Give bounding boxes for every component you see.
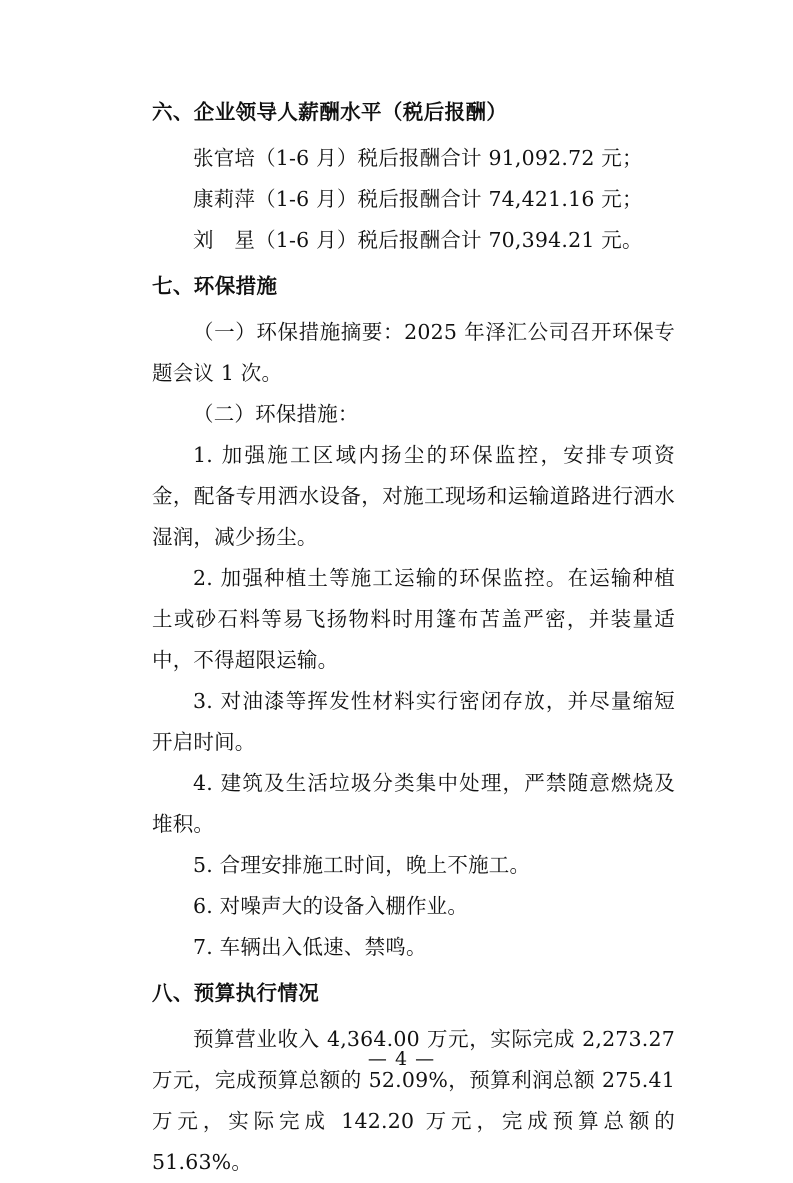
paragraph-env-measures-label: （二）环保措施： xyxy=(193,402,359,426)
page-footer xyxy=(0,1048,793,1070)
paragraph-env-item-5: 5. 合理安排施工时间，晚上不施工。 xyxy=(193,853,531,877)
section-heading-eight: 八、预算执行情况 xyxy=(152,981,320,1005)
paragraph-env-item-2: 2. 加强种植土等施工运输的环保监控。在运输种植土或砂石料等易飞扬物料时用篷布苫盖严密，并装量适中，不得超限运输。 xyxy=(152,566,675,672)
section-heading-seven: 七、环保措施 xyxy=(152,274,278,298)
paragraph-env-summary: （一）环保措施摘要：2025 年泽汇公司召开环保专题会议 1 次。 xyxy=(152,320,675,385)
paragraph-budget-execution: 预算营业收入 4,364.00 万元，实际完成 2,273.27 万元，完成预算总额的 52.09%，预算利润总额 275.41 万元，实际完成 142.20 万元，完成预算总额的 51.63%。 xyxy=(152,1027,675,1174)
paragraph-env-item-6: 6. 对噪声大的设备入棚作业。 xyxy=(193,894,469,918)
executive-pay-line: 康莉萍（1-6 月）税后报酬合计 74,421.16 元； xyxy=(193,187,643,211)
paragraph-env-item-7: 7. 车辆出入低速、禁鸣。 xyxy=(193,935,427,959)
page-number: — 4 — xyxy=(367,1048,436,1070)
document-body xyxy=(152,92,675,1183)
paragraph-env-item-4: 4. 建筑及生活垃圾分类集中处理，严禁随意燃烧及堆积。 xyxy=(152,771,675,836)
executive-pay-line: 刘 星（1-6 月）税后报酬合计 70,394.21 元。 xyxy=(193,228,643,252)
section-heading-six: 六、企业领导人薪酬水平（税后报酬） xyxy=(152,100,508,124)
paragraph-env-item-1: 1. 加强施工区域内扬尘的环保监控，安排专项资金，配备专用洒水设备，对施工现场和运输道路进行洒水湿润，减少扬尘。 xyxy=(152,443,675,549)
paragraph-env-item-3: 3. 对油漆等挥发性材料实行密闭存放，并尽量缩短开启时间。 xyxy=(152,689,675,754)
executive-pay-line: 张官培（1-6 月）税后报酬合计 91,092.72 元； xyxy=(193,146,643,170)
